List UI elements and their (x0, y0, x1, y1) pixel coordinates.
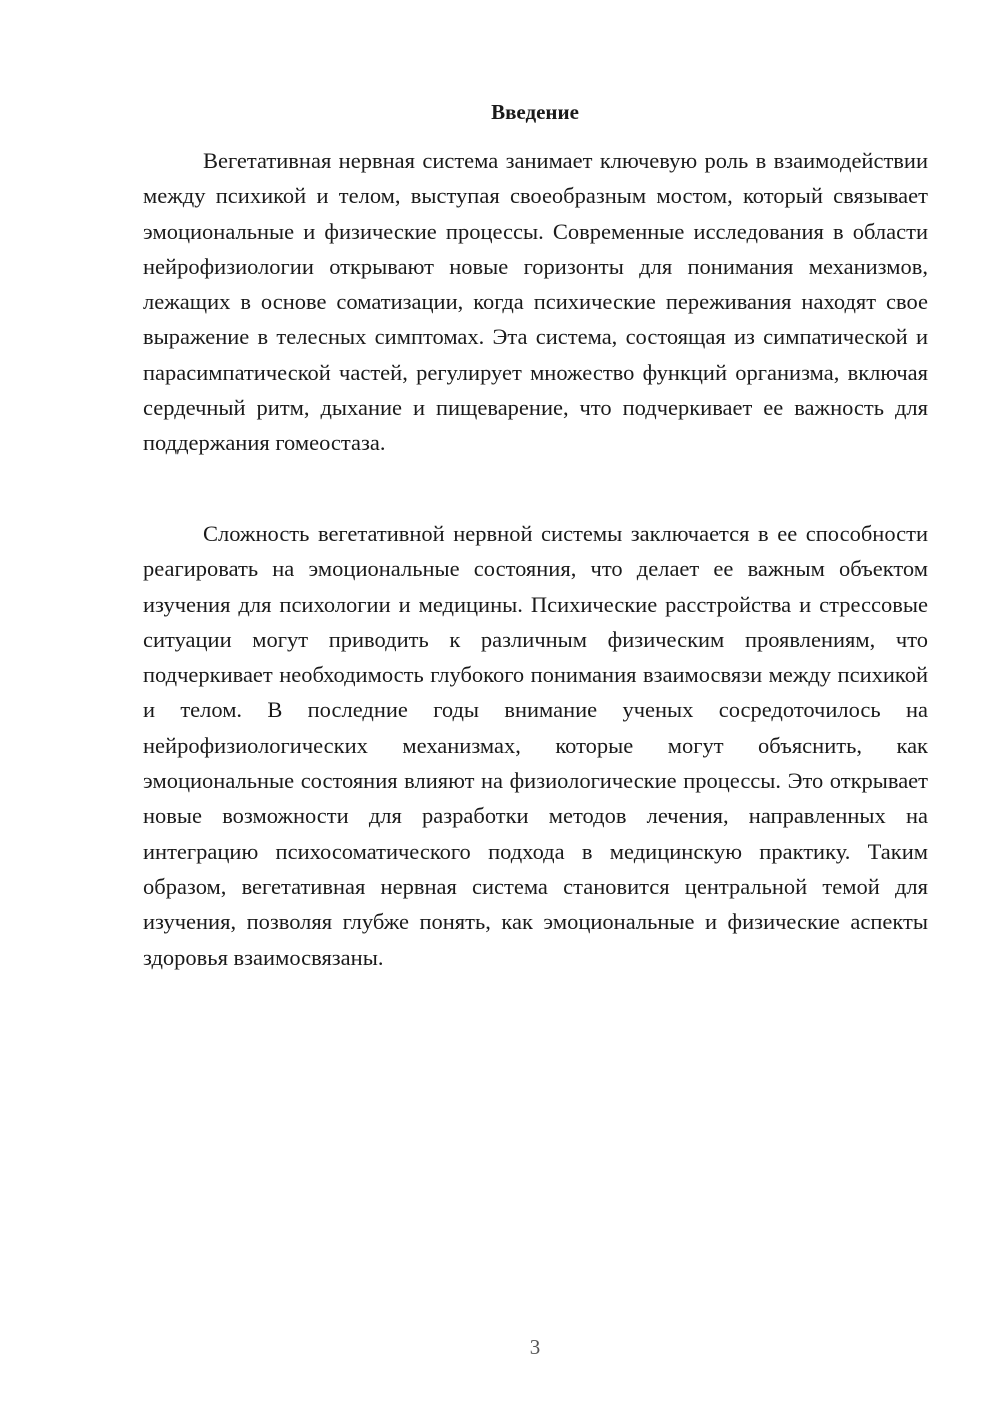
paragraph-1: Вегетативная нервная система занимает ключевую роль в взаимодействии между психикой и телом, выступая своеобразным мостом, который связывает эмоциональные и физические процессы. Современные исследования в области нейрофизиологии открывают новые горизонты для понимания механизмов, лежащих в основе соматизации, когда психические переживания находят свое выражение в телесных симптомах. Эта система, состоящая из симпатической и парасимпатической частей, регулирует множество функций организма, включая сердечный ритм, дыхание и пищеварение, что подчеркивает ее важность для поддержания гомеостаза. (143, 148, 928, 456)
page-number: 3 (529, 1335, 541, 1359)
paragraph-2: Сложность вегетативной нервной системы заключается в ее способности реагировать на эмоциональные состояния, что делает ее важным объектом изучения для психологии и медицины. Психические расстройства и стрессовые ситуации могут приводить к различным физическим проявлениям, что подчеркивает необходимость глубокого понимания взаимосвязи между психикой и телом. В последние годы внимание ученых сосредоточилось на нейрофизиологических механизмах, которые могут объяснить, как эмоциональные состояния влияют на физиологические процессы. Это открывает новые возможности для разработки методов лечения, направленных на интеграцию психосоматического подхода в медицинскую практику. Таким образом, вегетативная нервная система становится центральной темой для изучения, позволяя глубже понять, как эмоциональные и физические аспекты здоровья взаимосвязаны. (143, 521, 928, 970)
section-heading: Введение (491, 100, 579, 124)
